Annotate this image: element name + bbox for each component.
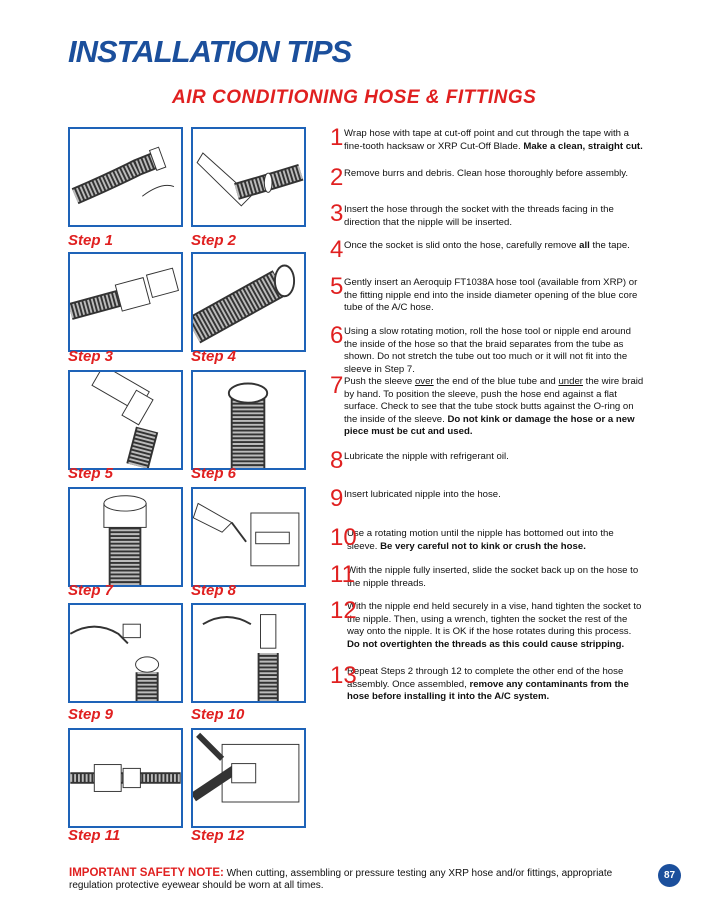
step-number: 12: [330, 597, 357, 624]
step-label: Step 5: [68, 465, 114, 482]
braided-hose-tape-icon: [70, 129, 181, 225]
instruction-step: [330, 372, 645, 439]
step-text: [330, 489, 645, 502]
panel-step-9: [68, 603, 183, 703]
page-subtitle: AIR CONDITIONING HOSE & FITTINGS: [172, 87, 537, 108]
text-run: the tape.: [589, 240, 630, 251]
step-number: 13: [330, 662, 357, 689]
step-text: [330, 240, 645, 253]
text-run: With the nipple end held securely in a vise, hand tighten the socket to the nipple. Then, using a wrench, tighten the socket the rest of the way onto the nipple. It is OK if the hose rotates during this process.: [347, 601, 642, 637]
socket-slide-icon: [70, 730, 181, 826]
step-label: Step 12: [191, 827, 245, 844]
step-text: [330, 322, 645, 376]
step-number: 11: [330, 561, 355, 588]
text-run: Use a rotating motion until the nipple has bottomed out into the sleeve.: [347, 528, 614, 552]
step-label: Step 9: [68, 706, 114, 723]
step-text: [330, 168, 645, 181]
panel-step-1: [68, 127, 183, 227]
step-number: 6: [330, 322, 344, 349]
text-run: Insert lubricated nipple into the hose.: [344, 489, 501, 500]
instruction-step: [330, 236, 645, 263]
step-number: 1: [330, 124, 344, 151]
step-number: 3: [330, 200, 344, 227]
step-number: 7: [330, 372, 344, 399]
instruction-step: [330, 124, 645, 153]
text-run: Gently insert an Aeroquip FT1038A hose tool (available from XRP) or the fitting nipple end into the inside diameter opening of the blue core tube of the A/C hose.: [344, 277, 638, 313]
rotating-nipple-icon: [193, 605, 304, 701]
step-text: [330, 524, 645, 553]
instruction-step: [330, 200, 645, 229]
nipple-insert-icon: [70, 605, 181, 701]
instruction-step: [330, 447, 645, 474]
instruction-step: [330, 485, 645, 512]
instruction-step: [330, 273, 645, 315]
step-number: 8: [330, 447, 344, 474]
panel-step-5: [68, 370, 183, 470]
step-label: Step 11: [68, 827, 121, 844]
text-run: Insert the hose through the socket with the threads facing in the direction that the nipple will be inserted.: [344, 204, 614, 228]
step-number: 9: [330, 485, 344, 512]
instruction-step: [330, 524, 645, 553]
step-number: 10: [330, 524, 357, 551]
instruction-step: [330, 597, 645, 651]
step-label: Step 6: [191, 465, 237, 482]
bold-text: Be very careful not to kink or crush the hose.: [380, 540, 586, 552]
text-run: With the nipple fully inserted, slide the socket back up on the hose to the nipple threads.: [347, 565, 639, 589]
cutoff-blade-icon: [193, 129, 304, 225]
text-run: Lubricate the nipple with refrigerant oil.: [344, 451, 509, 462]
page-title: INSTALLATION TIPS: [68, 34, 352, 69]
sleeve-braid-icon: [70, 489, 181, 585]
text-run: Remove burrs and debris. Clean hose thoroughly before assembly.: [344, 168, 629, 179]
text-run: the end of the blue tube and: [433, 376, 559, 387]
panel-step-4: [191, 252, 306, 352]
underlined-text: under: [558, 376, 583, 387]
instruction-step: [330, 561, 645, 590]
step-label: Step 2: [191, 232, 237, 249]
step-label: Step 7: [68, 582, 114, 599]
panel-step-3: [68, 252, 183, 352]
bold-text: Make a clean, straight cut.: [523, 140, 643, 152]
step-text: [330, 200, 645, 229]
step-label: Step 1: [68, 232, 114, 249]
hose-end-icon: [193, 254, 304, 350]
text-run: the wire braid by hand. To position the sleeve, push the hose end against a flat surface. Check to see that the tube stock butts against the O-ring on the inside of the sleeve.: [344, 376, 644, 425]
bold-text: Do not kink or damage the hose or a new piece must be cut and used.: [344, 413, 635, 437]
text-run: Repeat Steps 2 through 12 to complete the other end of the hose assembly. Once assembled,: [347, 666, 624, 690]
step-label: Step 10: [191, 706, 245, 723]
step-label: Step 4: [191, 348, 237, 365]
panel-step-2: [191, 127, 306, 227]
panel-step-10: [191, 603, 306, 703]
text-run: Push the sleeve: [344, 376, 415, 387]
step-text: [330, 451, 645, 464]
step-label: Step 3: [68, 348, 114, 365]
panel-step-7: [68, 487, 183, 587]
safety-note-text: When cutting, assembling or pressure testing any XRP hose and/or fittings, appropriate regulation protective eyewear should be worn at all times.: [69, 868, 613, 891]
underlined-text: over: [414, 376, 434, 387]
step-number: 4: [330, 236, 344, 263]
step-text: [330, 124, 645, 153]
braid-separate-icon: [193, 372, 304, 468]
text-run: Once the socket is slid onto the hose, carefully remove: [344, 240, 580, 251]
bold-text: remove any contaminants from the hose before installing it into the A/C system.: [347, 678, 629, 702]
panel-step-11: [68, 728, 183, 828]
step-text: [330, 662, 645, 704]
step-text: [330, 273, 645, 315]
panel-step-12: [191, 728, 306, 828]
oil-lubricate-icon: [193, 489, 304, 585]
step-number: 2: [330, 164, 344, 191]
text-run: Using a slow rotating motion, roll the hose tool or nipple end around the inside of the hose so that the braid separates from the tube as shown. Do not stretch the tube out too much or it will not fit into the sleeve in Step 7.: [344, 326, 631, 375]
safety-note-label: IMPORTANT SAFETY NOTE:: [69, 867, 224, 879]
instruction-step: [330, 662, 645, 704]
panel-step-6: [191, 370, 306, 470]
text-run: Wrap hose with tape at cut-off point and cut through the tape with a fine-tooth hacksaw or XRP Cut-Off Blade.: [344, 128, 629, 152]
step-label: Step 8: [191, 582, 237, 599]
step-text: [330, 372, 645, 439]
page-number-badge: 87: [658, 864, 681, 887]
hose-socket-icon: [70, 254, 181, 350]
bold-text: all: [579, 240, 590, 251]
step-text: [330, 597, 645, 651]
bold-text: Do not overtighten the threads as this could cause stripping.: [347, 638, 625, 650]
instruction-step: [330, 164, 645, 191]
vise-wrench-icon: [193, 730, 304, 826]
instruction-step: [330, 322, 645, 376]
step-text: [330, 561, 645, 590]
step-number: 5: [330, 273, 344, 300]
panel-step-8: [191, 487, 306, 587]
hose-tool-insert-icon: [70, 372, 181, 468]
safety-note: [69, 867, 649, 892]
